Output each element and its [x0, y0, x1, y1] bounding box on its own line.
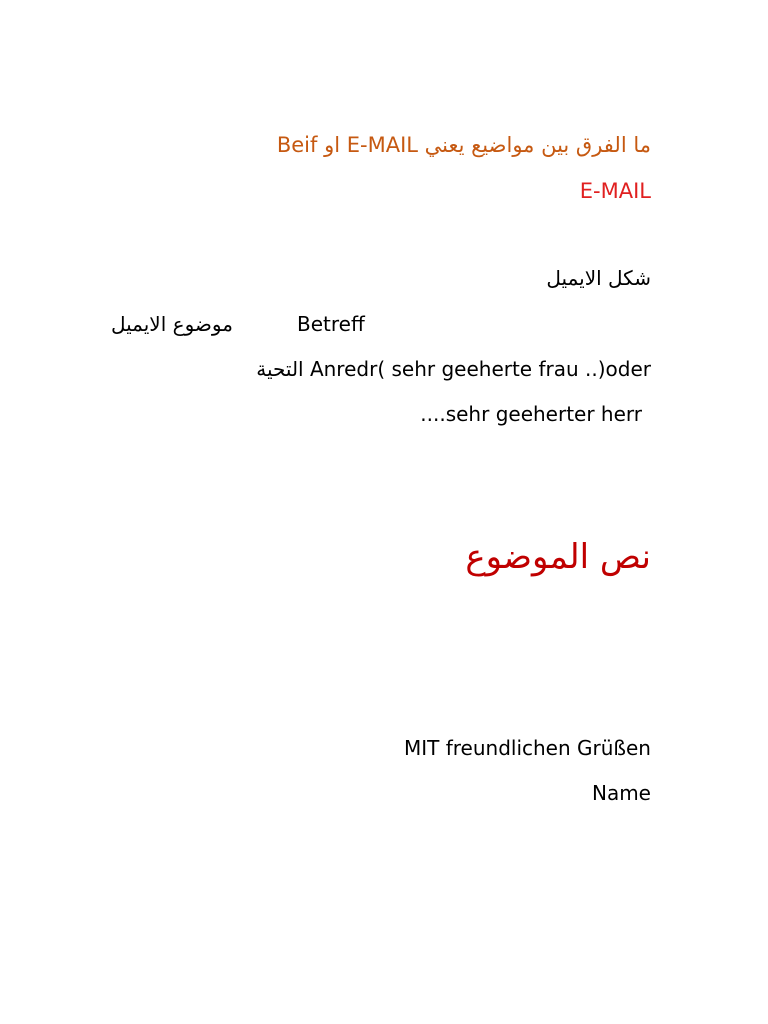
anrede-german: Anredr( sehr geeherte frau ..)oder	[309, 357, 651, 381]
name-line: Name	[591, 781, 651, 805]
anrede-arabic: التحية	[256, 357, 304, 381]
email-label: E-MAIL	[579, 179, 651, 203]
heading-question: ما الفرق بين مواضيع يعني E-MAIL او Beif	[276, 133, 651, 157]
closing-line: MIT freundlichen Grüßen	[403, 736, 651, 760]
herr-line: ....sehr geeherter herr	[420, 402, 642, 426]
betreff-arabic: موضوع الايميل	[111, 312, 233, 336]
betreff-german: Betreff	[297, 312, 365, 336]
anrede-line	[256, 359, 651, 379]
email-form-label: شكل الايميل	[546, 266, 651, 290]
body-text-heading: نص الموضوع	[465, 537, 651, 577]
